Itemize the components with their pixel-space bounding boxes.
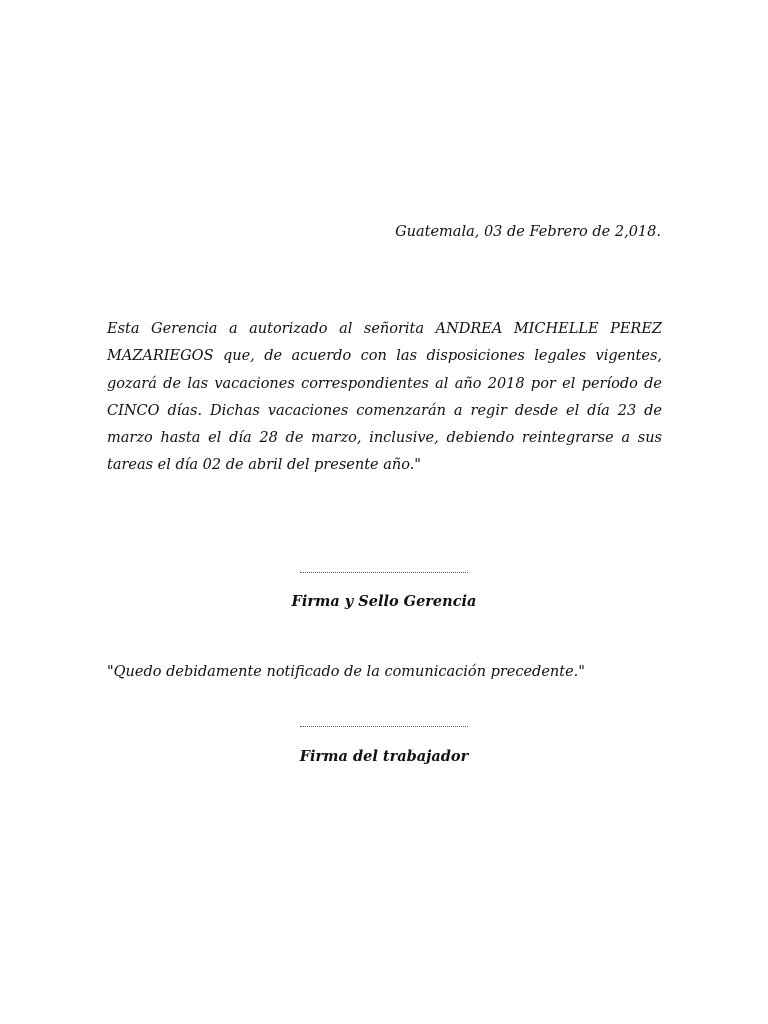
- worker-signature-caption: Firma del trabajador: [299, 748, 469, 765]
- worker-signature-line: [300, 726, 468, 727]
- authorization-paragraph: Esta Gerencia a autorizado al señorita ANDREA MICHELLE PEREZ MAZARIEGOS que, de acuerdo con las disposiciones legales vigentes, gozará de las vacaciones correspondientes al año 2018 por el período de CINCO días. Dichas vacaciones comenzarán a regir desde el día 23 de marzo hasta el día 28 de marzo, inclusive, debiendo reintegrarse a sus tareas el día 02 de abril del presente año.": [107, 321, 662, 474]
- notification-acknowledgement: "Quedo debidamente notificado de la comunicación precedente.": [107, 664, 585, 680]
- manager-signature-caption: Firma y Sello Gerencia: [291, 593, 477, 610]
- date-line: Guatemala, 03 de Febrero de 2,018.: [395, 224, 661, 240]
- manager-signature-line: [300, 572, 468, 573]
